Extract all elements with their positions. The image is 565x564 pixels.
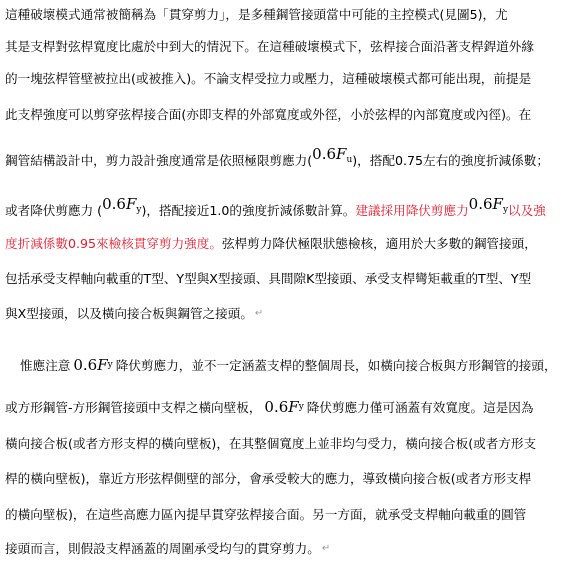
p2-text-2a: 或方形鋼管-方形鋼管接頭中支桿之橫向壁板， <box>5 400 262 415</box>
p2-text-1a: 惟應注意 <box>20 358 71 373</box>
p2-line-6 <box>5 538 559 560</box>
p1-text-5a: 鋼管結構設計中，剪力設計強度通常是依照極限剪應力( <box>5 153 313 168</box>
p2-text-5: 的橫向壁板)，在這些高應力區內提早貫穿弦桿接合面。另一方面，就承受支桿軸向載重的圓管 <box>5 507 527 522</box>
p1-line-4 <box>5 104 559 126</box>
p1-text-1: 這種破壞模式通常被簡稱為「貫穿剪力」，是多種鋼管接頭當中可能的主控模式(見圖5)，尤 <box>5 7 508 22</box>
p1-red-7: 度折減係數0.95來檢核貫穿剪力強度。 <box>5 236 222 251</box>
p1-text-9: 與X型接頭，以及橫向接合板與鋼管之接頭。 <box>5 306 253 321</box>
p2-text-6: 接頭而言，則假設支桿涵蓋的周圍承受均勻的貫穿剪力。 <box>5 541 320 556</box>
p1-text-2: 其是支桿對弦桿寬度比處於中到大的情況下。在這種破壞模式下，弦桿接合面沿著支桿銲道外緣 <box>5 39 534 54</box>
p2-text-4: 桿的橫向壁板)，靠近方形弦桿側壁的部分，會承受較大的應力，導致橫向接合板(或者方形支桿 <box>5 471 532 486</box>
p1-text-8: 包括承受支桿軸向載重的T型、Y型與X型接頭、具間隙K型接頭、承受支桿彎矩載重的T型、Y型 <box>5 271 532 286</box>
p1-line-9 <box>5 303 559 325</box>
p2-line-3 <box>5 433 559 455</box>
p1-text-5b: )，搭配0.75左右的強度折減係數； <box>352 153 549 168</box>
p1-text-6a: 或者降伏剪應力 ( <box>5 203 103 218</box>
p2-line-4 <box>5 468 559 490</box>
formula-0.6Fy-2: 0.6 F $_y$ <box>468 194 509 215</box>
p1-text-4: 此支桿強度可以剪穿弦桿接合面(亦即支桿的外部寬度或外徑，小於弦桿的內部寬度或內徑)。在 <box>5 107 532 122</box>
p2-line-2 <box>5 397 559 419</box>
p1-line-2 <box>5 36 559 58</box>
p1-line-5 <box>5 144 559 172</box>
p1-line-6 <box>5 194 559 222</box>
formula-0.6Fy-3: 0.6 F $_y$ <box>73 355 113 374</box>
p2-text-1b: 降伏剪應力，並不一定涵蓋支桿的整個周長，如橫向接合板與方形鋼管的接頭， <box>115 358 557 373</box>
formula-0.6Fy-1: 0.6 F $_y$ <box>102 194 142 215</box>
paragraph-mark: ↵ <box>321 543 331 554</box>
p1-text-7: 弦桿剪力降伏極限狀態檢核，適用於大多數的鋼管接頭， <box>221 236 537 251</box>
formula-0.6Fu: 0.6 F $_u$ <box>312 144 353 165</box>
p1-red-6: 建議採用降伏剪應力 <box>355 203 469 218</box>
p1-line-1 <box>5 4 559 26</box>
p1-line-8 <box>5 268 559 290</box>
p1-text-3: 的一塊弦桿管壁被拉出(或被推入)。不論支桿受拉力或壓力，這種破壞模式都可能出現，前提是 <box>5 71 532 86</box>
paragraph-mark: ↵ <box>254 308 264 319</box>
p2-line-1 <box>20 355 559 377</box>
p2-line-5 <box>5 504 559 526</box>
p1-red-6-end: 以及強 <box>508 203 546 218</box>
p1-text-6b: )，搭配接近1.0的強度折減係數計算。 <box>141 203 356 218</box>
formula-0.6Fy-4: 0.6 F $_y$ <box>264 397 304 416</box>
p1-line-3 <box>5 68 559 90</box>
p2-text-3: 橫向接合板(或者方形支桿的橫向壁板)，在其整個寬度上並非均勻受力，橫向接合板(或者方形支 <box>5 436 537 451</box>
p1-line-7 <box>5 233 559 255</box>
p2-text-2b: 降伏剪應力僅可涵蓋有效寬度。這是因為 <box>306 400 534 415</box>
